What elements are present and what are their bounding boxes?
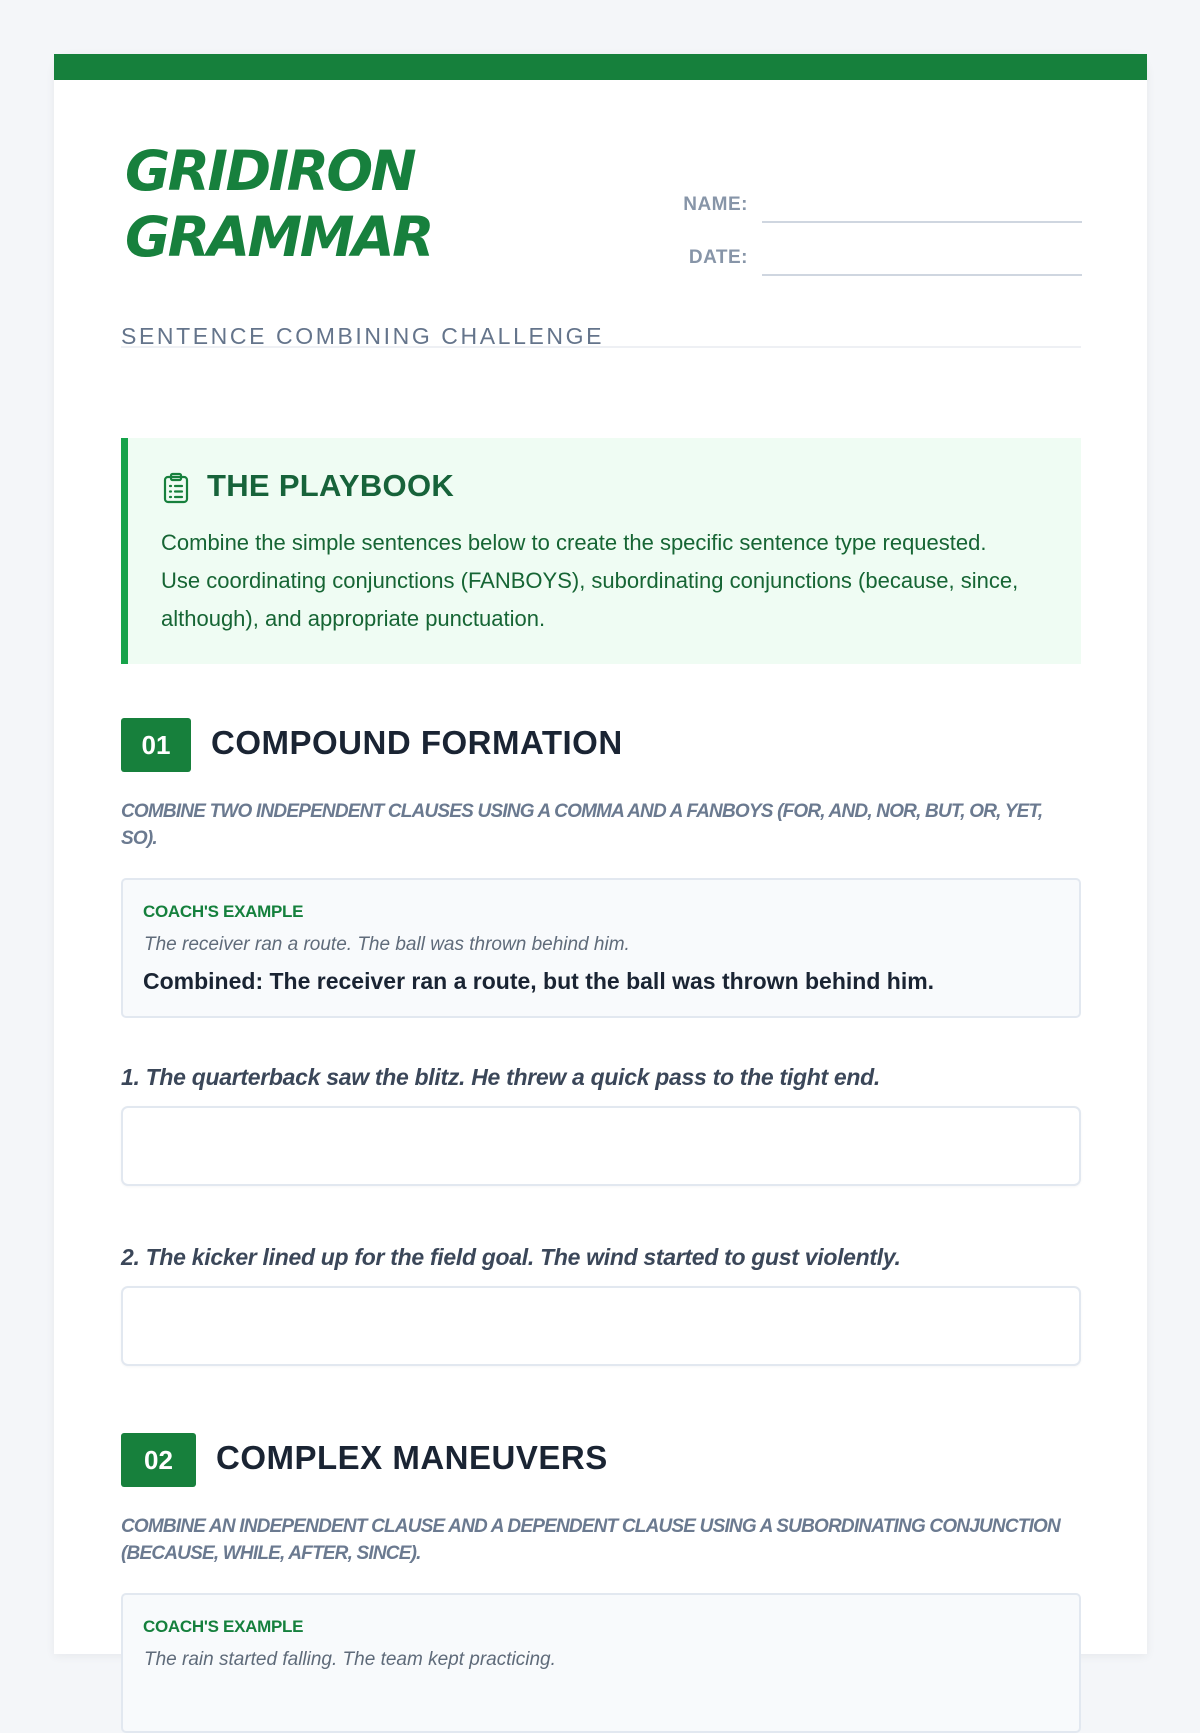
date-field <box>681 247 1081 277</box>
coach-example-label: COACH'S EXAMPLE <box>143 1617 304 1636</box>
playbook-panel <box>121 438 1081 664</box>
section-number-badge: 01 <box>121 718 191 772</box>
question-2: 2. The kicker lined up for the field goal. The wind started to gust violently. <box>121 1244 901 1270</box>
name-input-line[interactable] <box>762 221 1082 223</box>
top-accent-bar <box>54 54 1147 80</box>
section-number-badge: 02 <box>121 1433 196 1487</box>
playbook-text: Combine the simple sentences below to create the specific sentence type requested. Use coordinating conjunctions (FANBOYS), subordinating conjunctions (because, since, although), and appropriate punctuation. <box>161 530 1019 631</box>
date-label: DATE: <box>688 247 748 268</box>
worksheet-content <box>121 80 1081 1670</box>
coach-example-combined: Combined: The receiver ran a route, but the ball was thrown behind him. <box>143 968 935 994</box>
coach-example-label: COACH'S EXAMPLE <box>143 902 304 921</box>
date-input-line[interactable] <box>762 274 1082 276</box>
coach-example-box <box>121 1593 1081 1733</box>
name-label: NAME: <box>683 194 748 215</box>
question-1: 1. The quarterback saw the blitz. He threw a quick pass to the tight end. <box>121 1064 880 1090</box>
worksheet-header <box>121 80 1081 348</box>
section-instructions: COMBINE TWO INDEPENDENT CLAUSES USING A COMMA AND A FANBOYS (FOR, AND, NOR, BUT, OR, YET, SO). <box>121 801 1043 849</box>
coach-example-source: The receiver ran a route. The ball was thrown behind him. <box>144 934 630 955</box>
clipboard-icon <box>162 472 190 504</box>
worksheet-card <box>54 54 1147 1670</box>
section-title: COMPLEX MANEUVERS <box>216 1439 608 1476</box>
title-line-2: GRAMMAR <box>125 205 432 269</box>
worksheet-subtitle: SENTENCE COMBINING CHALLENGE <box>121 323 605 349</box>
title-line-1: GRIDIRON <box>125 139 415 203</box>
playbook-title: THE PLAYBOOK <box>207 468 455 503</box>
coach-example-source: The rain started falling. The team kept practicing. <box>144 1649 556 1670</box>
name-field <box>681 194 1081 224</box>
worksheet-title <box>125 138 595 270</box>
section-instructions: COMBINE AN INDEPENDENT CLAUSE AND A DEPENDENT CLAUSE USING A SUBORDINATING CONJUNCTION (BECAUSE, WHILE, AFTER, SINCE). <box>121 1516 1060 1564</box>
coach-example-box <box>121 878 1081 1018</box>
answer-box-2[interactable] <box>121 1286 1081 1366</box>
answer-box-1[interactable] <box>121 1106 1081 1186</box>
section-title: COMPOUND FORMATION <box>211 724 623 761</box>
